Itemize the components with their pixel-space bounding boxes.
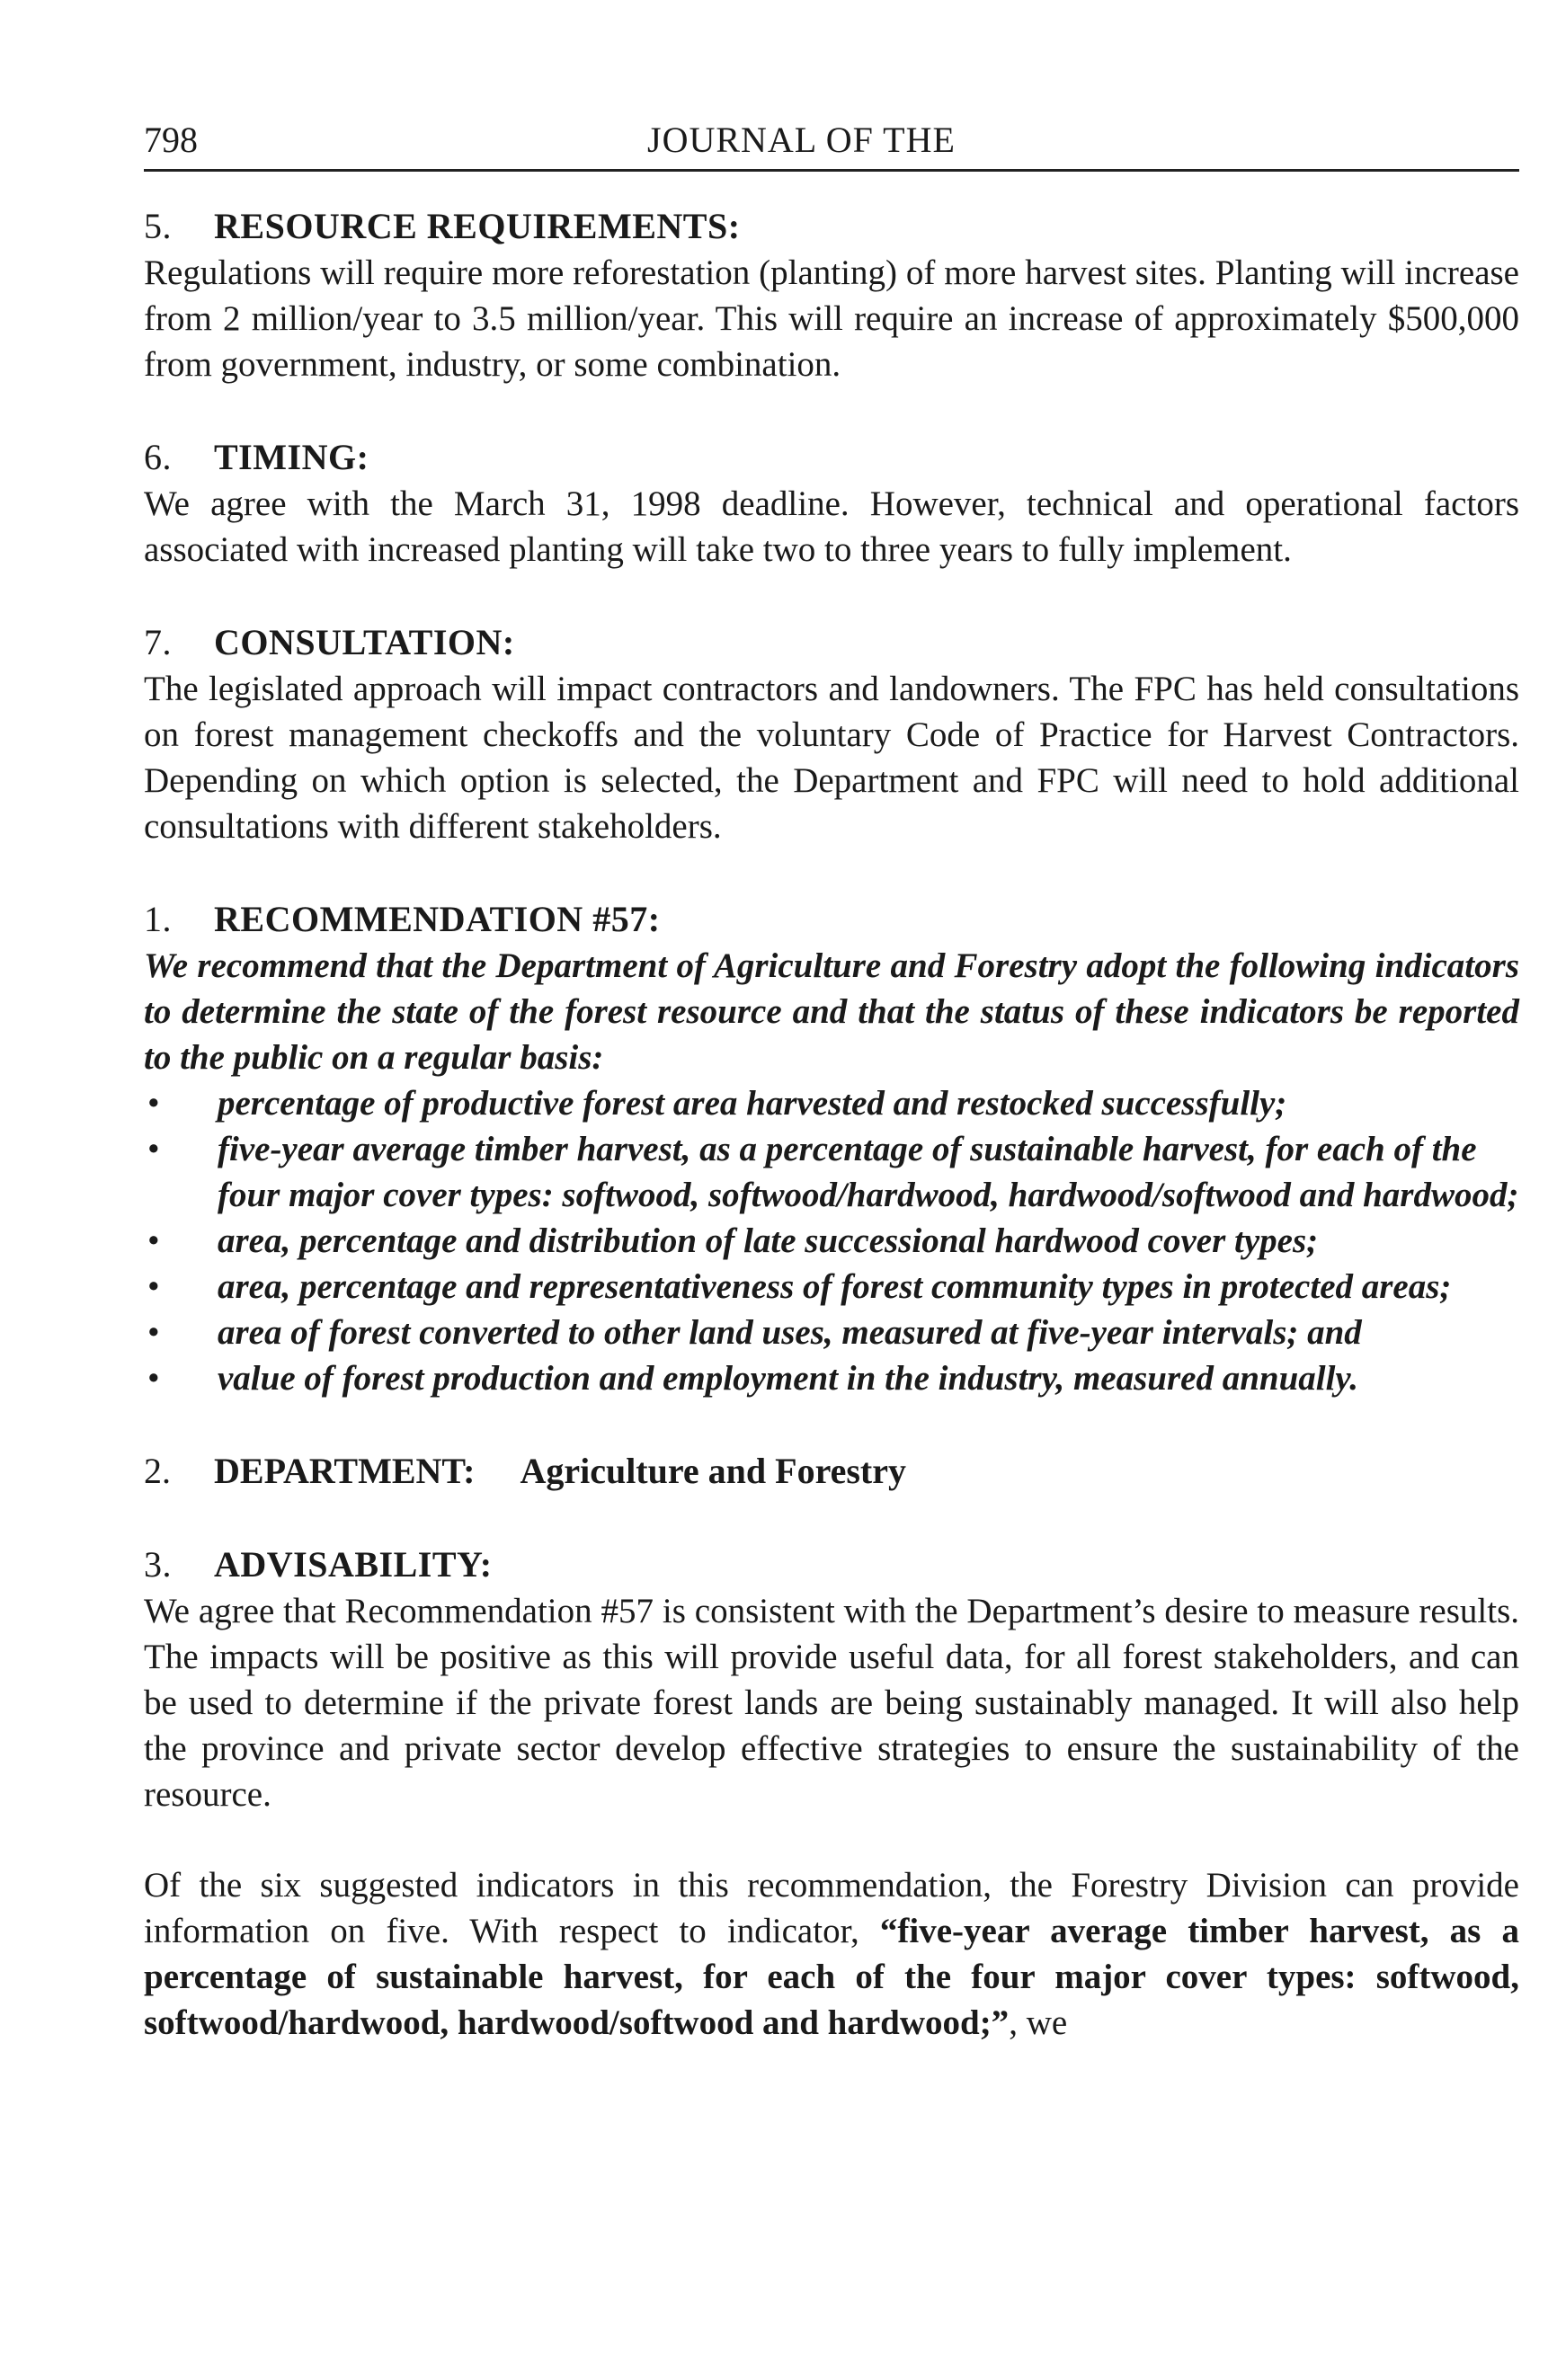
section-number: 3. [144, 1544, 172, 1585]
page-number: 798 [144, 120, 198, 160]
bullet-icon: • [147, 1084, 160, 1123]
bullet-icon: • [147, 1359, 160, 1398]
bullet-icon: • [147, 1313, 160, 1352]
section-number: 2. [144, 1451, 171, 1491]
department-row [144, 1448, 1519, 1495]
page-header [144, 115, 1519, 172]
quoted-indicator: “five-year average timber harvest, as a percentage of sustainable harvest, for each of the four major cover types: softwood, softwood/hardwood, hardwood/softwood and hardwood;” [144, 1912, 1519, 2042]
department-value: Agriculture and Forestry [520, 1451, 907, 1491]
page-content [144, 203, 1519, 2092]
section-number: 7. [144, 622, 172, 662]
list-item: • area, percentage and distribution of late successional hardwood cover types; [144, 1218, 1519, 1264]
section-title: CONSULTATION: [214, 622, 515, 662]
section-title: RESOURCE REQUIREMENTS: [214, 206, 741, 246]
section-advisability [144, 1541, 1519, 2046]
section-resource-requirements [144, 203, 1519, 387]
section-title: ADVISABILITY: [214, 1544, 493, 1585]
section-consultation [144, 619, 1519, 849]
body-text: Of the six suggested indicators in this recommendation, the Forestry Division can provide information on five. With respect to indicator, [144, 1866, 1519, 1950]
section-body: Regulations will require more reforestation (planting) of more harvest sites. Planting will increase from 2 million/year to 3.5 million/year. This will require an increase of approximately $500,000 from government, industry, or some combination. [144, 253, 1519, 384]
section-heading [144, 203, 1519, 250]
bullet-icon: • [147, 1221, 160, 1260]
section-heading [144, 1541, 1519, 1588]
bullet-icon: • [147, 1130, 160, 1168]
section-number: 5. [144, 206, 172, 246]
section-title: TIMING: [214, 437, 369, 477]
recommendation-intro: We recommend that the Department of Agriculture and Forestry adopt the following indicators to determine the state of the forest resource and that the status of these indicators be reported to the public on a regular basis: [144, 946, 1519, 1077]
section-title: DEPARTMENT: [214, 1451, 476, 1491]
body-text-end: , we [1009, 2003, 1068, 2042]
running-head: JOURNAL OF THE [647, 120, 956, 160]
section-number: 6. [144, 437, 172, 477]
section-department [144, 1448, 1519, 1495]
list-item: • percentage of productive forest area harvested and restocked successfully; [144, 1080, 1519, 1126]
section-body: We agree with the March 31, 1998 deadline. However, technical and operational factors associated with increased planting will take two to three years to fully implement. [144, 484, 1519, 569]
section-title: RECOMMENDATION #57: [214, 899, 661, 939]
section-heading [144, 896, 1519, 943]
section-timing [144, 434, 1519, 573]
section-number: 1. [144, 899, 172, 939]
list-item: • five-year average timber harvest, as a percentage of sustainable harvest, for each of the four major cover types: softwood, softwood/hardwood, hardwood/softwood and hardwood; [144, 1126, 1519, 1218]
section-body: The legislated approach will impact contractors and landowners. The FPC has held consultations on forest management checkoffs and the voluntary Code of Practice for Harvest Contractors. Depending on which option is selected, the Department and FPC will need to hold additional consultations with different stakeholders. [144, 670, 1519, 846]
list-item: • area of forest converted to other land uses, measured at five-year intervals; and [144, 1310, 1519, 1355]
indicator-list [144, 1080, 1519, 1401]
list-item: • area, percentage and representativeness of forest community types in protected areas; [144, 1264, 1519, 1310]
bullet-icon: • [147, 1267, 160, 1306]
section-heading [144, 619, 1519, 666]
section-heading [144, 434, 1519, 481]
section-recommendation [144, 896, 1519, 1401]
section-body-continued [144, 1862, 1519, 2046]
list-item: • value of forest production and employment in the industry, measured annually. [144, 1355, 1519, 1401]
section-body: We agree that Recommendation #57 is consistent with the Department’s desire to measure results. The impacts will be positive as this will provide useful data, for all forest stakeholders, and can be used to determine if the private forest lands are being sustainably managed. It will also help the province and private sector develop effective strategies to ensure the sustainability of the resource. [144, 1592, 1519, 1814]
